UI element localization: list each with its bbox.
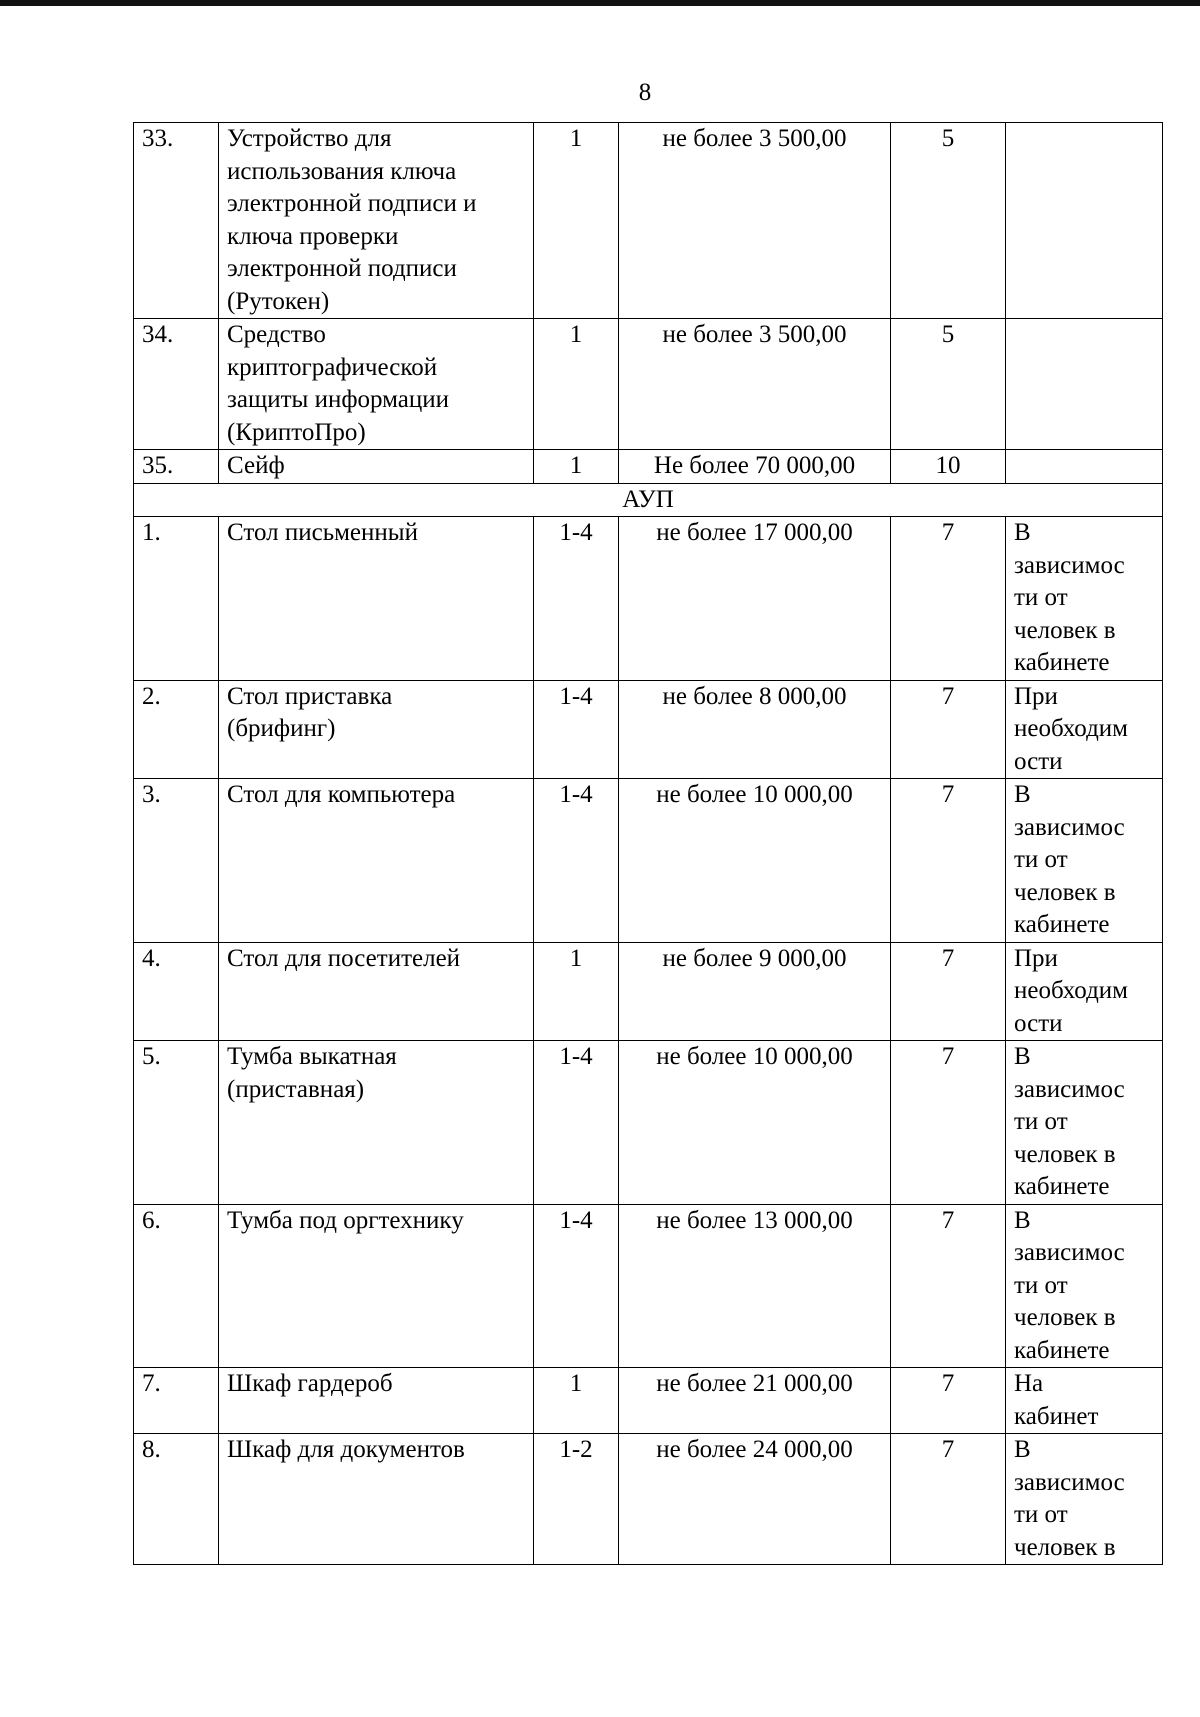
row-number: 33. [134,123,219,319]
item-service-years: 7 [891,1204,1006,1368]
item-note-line: В [1014,519,1031,546]
table-row [134,1434,1163,1565]
section-header [134,483,1163,517]
table-row [134,450,1163,484]
item-price: не более 24 000,00 [619,1434,891,1565]
item-note-line: ти от [1014,1501,1068,1528]
item-name-line: Тумба под оргтехнику [227,1206,464,1234]
item-name-line: ключа проверки [227,222,399,250]
item-note-line: ти от [1014,846,1068,873]
item-name-line: Тумба выкатная [227,1043,397,1070]
item-name-line: использования ключа [227,157,457,185]
item-note-line: ости [1014,1009,1063,1037]
item-service-years: 5 [891,319,1006,450]
item-note [1006,680,1163,779]
table-row [134,123,1163,319]
item-name-line: Шкаф гардероб [227,1370,393,1397]
row-number: 5. [134,1041,219,1205]
item-quantity: 1-2 [534,1434,619,1565]
table-row [134,680,1163,779]
item-name [219,319,534,450]
item-note-line: зависимос [1014,551,1125,579]
item-name-line: электронной подписи [227,255,457,282]
item-note [1006,1204,1163,1368]
item-name-line: Устройство для [227,125,392,152]
item-name [219,123,534,319]
item-note-line: кабинете [1014,1336,1110,1364]
item-price: не более 10 000,00 [619,779,891,943]
item-name-line: (КриптоПро) [227,418,366,446]
item-note [1006,1368,1163,1434]
item-price: не более 9 000,00 [619,942,891,1041]
item-note-line: кабинете [1014,649,1110,676]
item-note-line: зависимос [1014,1468,1125,1496]
item-service-years: 10 [891,450,1006,484]
item-service-years: 7 [891,680,1006,779]
item-note-line: В [1014,1043,1031,1070]
item-quantity: 1-4 [534,779,619,943]
item-note-line: зависимос [1014,1075,1125,1103]
row-number: 7. [134,1368,219,1434]
item-price: не более 10 000,00 [619,1041,891,1205]
item-service-years: 7 [891,1368,1006,1434]
item-name-line: (приставная) [227,1075,365,1103]
item-note-line: При [1014,682,1058,710]
item-name-line: (Рутокен) [227,287,330,315]
item-quantity: 1-4 [534,1204,619,1368]
table-row [134,517,1163,681]
row-number: 8. [134,1434,219,1565]
item-name [219,450,534,484]
item-price: Не более 70 000,00 [619,450,891,484]
item-note [1006,1041,1163,1205]
item-service-years: 7 [891,517,1006,681]
row-number: 4. [134,942,219,1041]
item-quantity: 1 [534,319,619,450]
top-border-line [0,0,1200,6]
item-name [219,1204,534,1368]
section-row [134,483,1163,517]
item-name [219,942,534,1041]
row-number: 2. [134,680,219,779]
item-service-years: 5 [891,123,1006,319]
item-note-line: ти от [1014,1271,1068,1299]
table-row [134,942,1163,1041]
item-note-line: При [1014,944,1058,972]
item-note [1006,450,1163,484]
item-price: не более 21 000,00 [619,1368,891,1434]
item-quantity: 1-4 [534,680,619,779]
table-body-top [134,123,1163,484]
section-title: АУП [134,483,1163,517]
item-name [219,1368,534,1434]
item-service-years: 7 [891,942,1006,1041]
row-number: 1. [134,517,219,681]
table-row [134,1041,1163,1205]
item-note-line: человек в [1014,1140,1116,1168]
item-service-years: 7 [891,1041,1006,1205]
item-name-line: Стол для посетителей [227,944,461,972]
table-body-aup [134,517,1163,1565]
item-name-line: Средство [227,321,326,348]
row-number: 35. [134,450,219,484]
item-note-line: ости [1014,747,1063,775]
item-price: не более 17 000,00 [619,517,891,681]
item-name-line: Стол письменный [227,519,418,546]
equipment-table [133,122,1163,1565]
item-note-line: На [1014,1370,1044,1397]
item-price: не более 8 000,00 [619,680,891,779]
item-note-line: В [1014,781,1031,808]
item-quantity: 1-4 [534,1041,619,1205]
item-quantity: 1 [534,942,619,1041]
table-row [134,779,1163,943]
item-note [1006,123,1163,319]
item-name-line: (брифинг) [227,715,336,742]
item-note-line: В [1014,1436,1031,1463]
item-quantity: 1-4 [534,517,619,681]
item-note-line: зависимос [1014,813,1125,841]
row-number: 6. [134,1204,219,1368]
item-note-line: ти от [1014,584,1068,611]
item-service-years: 7 [891,1434,1006,1565]
table-row [134,1204,1163,1368]
item-note-line: зависимос [1014,1239,1125,1266]
item-note-line: человек в [1014,616,1116,644]
page-number: 8 [638,79,652,106]
item-name-line: Стол для компьютера [227,781,456,808]
item-note [1006,517,1163,681]
item-note-line: человек в [1014,1304,1116,1331]
item-name-line: Шкаф для документов [227,1436,465,1463]
item-name-line: Стол приставка [227,682,393,710]
item-name-line: электронной подписи и [227,190,477,217]
item-note-line: человек в [1014,1533,1116,1561]
row-number: 3. [134,779,219,943]
item-name-line: Сейф [227,452,285,479]
item-note-line: необходим [1014,715,1128,742]
item-note-line: человек в [1014,878,1116,906]
item-name [219,1434,534,1565]
item-name [219,680,534,779]
row-number: 34. [134,319,219,450]
table-row [134,1368,1163,1434]
item-note-line: кабинете [1014,1173,1110,1200]
item-quantity: 1 [534,450,619,484]
item-name [219,1041,534,1205]
table-row [134,319,1163,450]
item-note-line: ти от [1014,1108,1068,1135]
item-name-line: защиты информации [227,386,450,413]
item-quantity: 1 [534,1368,619,1434]
item-price: не более 13 000,00 [619,1204,891,1368]
item-note-line: кабинете [1014,911,1110,938]
item-note [1006,779,1163,943]
item-note [1006,1434,1163,1565]
item-name-line: криптографической [227,353,438,381]
item-note-line: В [1014,1206,1031,1234]
item-note [1006,942,1163,1041]
item-name [219,779,534,943]
item-price: не более 3 500,00 [619,319,891,450]
item-note-line: необходим [1014,977,1128,1004]
item-price: не более 3 500,00 [619,123,891,319]
item-quantity: 1 [534,123,619,319]
item-service-years: 7 [891,779,1006,943]
item-note [1006,319,1163,450]
item-name [219,517,534,681]
item-note-line: кабинет [1014,1402,1099,1430]
